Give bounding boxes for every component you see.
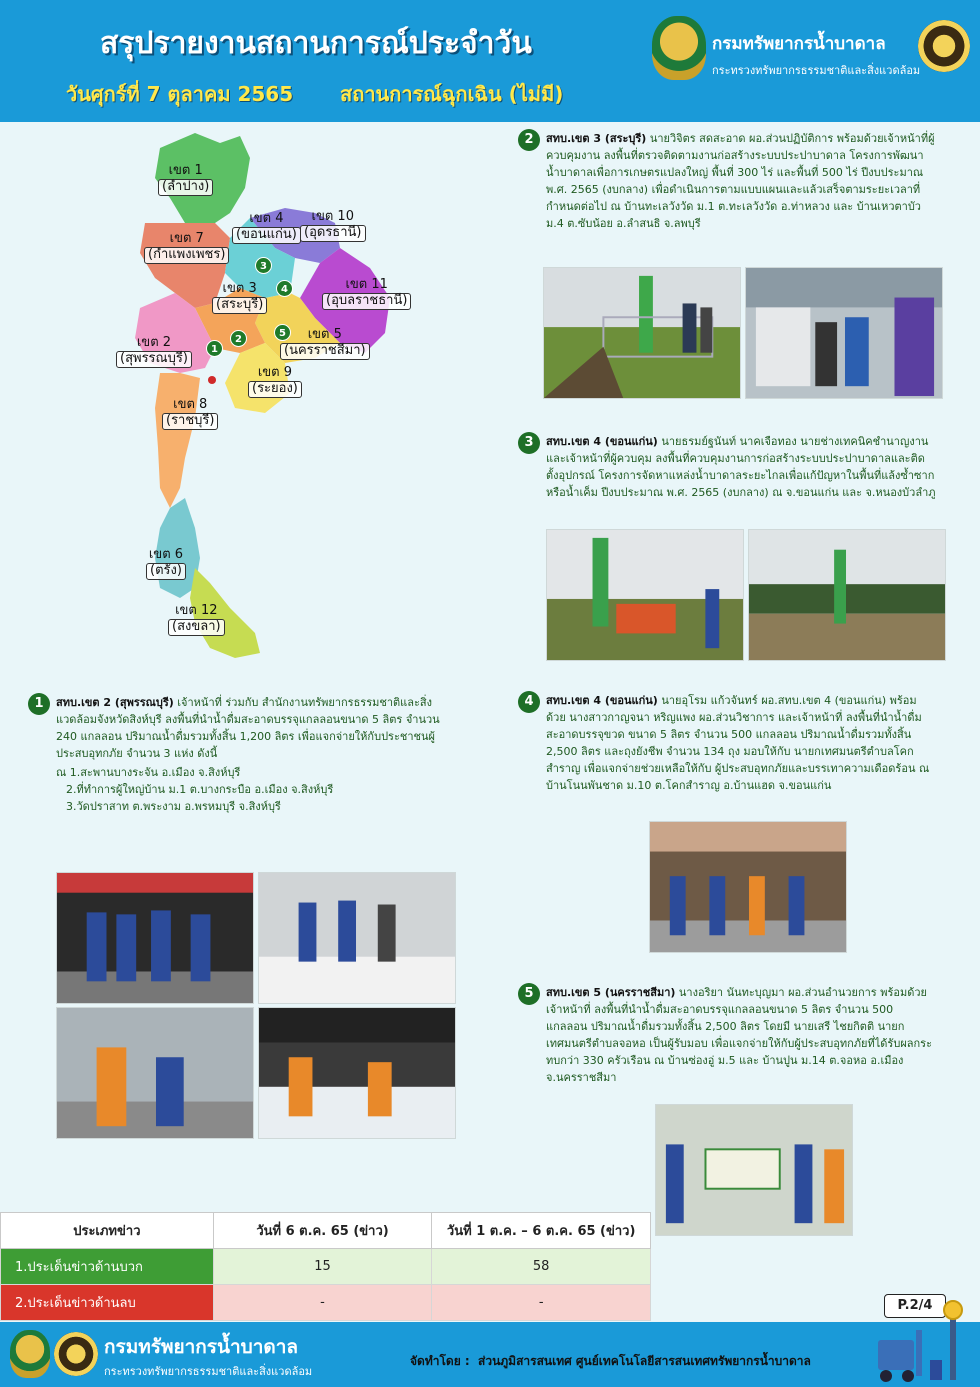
table-header: ประเภทข่าว [1, 1213, 214, 1249]
zone-label-1: เขต 1 (ลำปาง) [158, 164, 213, 196]
footer-banner [0, 1322, 980, 1387]
water-tower-illustration-icon [850, 1300, 978, 1387]
list-item: 2.ที่ทำการผู้ใหญ่บ้าน ม.1 ต.บางกระบือ อ.เมือง จ.สิงห์บุรี [66, 783, 334, 796]
news-text: เจ้าหน้าที่ ร่วมกับ สำนักงานทรัพยากรธรรมชาติและสิ่งแวดล้อมจังหวัดสิงห์บุรี ลงพื้นที่นำน้ำดื่มสะอาดบรรจุแกลลอนขนาด 5 ลิตร จำนวน 240 แกลลอน ปริมาณน้ำดื่มรวมทั้งสิ้น 1,200 ลิตร เพื่อแจกจ่ายให้กับประชาชนผู้ประสบอุทกภัย จำนวน 3 แห่ง ดังนี้ [56, 696, 440, 760]
map-pin-5: 5 [274, 324, 291, 341]
map-pin-1: 1 [206, 340, 223, 357]
news-item-5 [546, 984, 936, 1086]
table-header: วันที่ 6 ต.ค. 65 (ข่าว) [213, 1213, 432, 1249]
zone-label-9: เขต 9 (ระยอง) [248, 366, 302, 398]
news-item-1 [56, 694, 451, 815]
news-agency: สทบ.เขต 4 (ขอนแก่น) [546, 694, 658, 707]
table-cell-label: 1.ประเด็นข่าวด้านบวก [1, 1249, 214, 1285]
department-emblem-icon [652, 16, 706, 80]
emergency-status: สถานการณ์ฉุกเฉิน (ไม่มี) [340, 82, 564, 106]
photo-news-3a [546, 529, 744, 661]
footer-credit: ส่วนภูมิสารสนเทศ ศูนย์เทคโนโลยีสารสนเทศทรัพยากรน้ำบาดาล [478, 1354, 811, 1368]
table-cell-label: 2.ประเด็นข่าวด้านลบ [1, 1285, 214, 1321]
zone-label-7: เขต 7 (กำแพงเพชร) [144, 232, 229, 264]
news-text: นางอริยา นันทะบุญมา ผอ.ส่วนอำนวยการ พร้อมด้วยเจ้าหน้าที่ ลงพื้นที่นำน้ำดื่มสะอาดบรรจุแกลลอนขนาด 5 ลิตร จำนวน 500 แกลลอน ปริมาณน้ำดื่มรวมทั้งสิ้น 2,500 ลิตร โดยมี นายเสรี ไชยกิตติ นายกเทศมนตรีตำบลจอหอ เป็นผู้รับมอบ เพื่อแจกจ่ายให้กับผู้ประสบอุทกภัยที่ได้รับผลกระทบกว่า 330 ครัวเรือน ณ บ้านซ่องอู่ ม.5 และ บ้านปูน ม.14 ต.จอหอ อ.เมือง จ.นครราชสีมา [546, 986, 932, 1084]
news-summary-table [0, 1212, 651, 1321]
zone-label-3: เขต 3 (สระบุรี) [212, 282, 267, 314]
news-agency: สทบ.เขต 2 (สุพรรณบุรี) [56, 696, 174, 709]
zone-label-2: เขต 2 (สุพรรณบุรี) [116, 336, 192, 368]
map-shape [100, 128, 410, 668]
department-emblem-icon [10, 1330, 50, 1378]
zone-label-10: เขต 10 (อุดรธานี) [300, 210, 366, 242]
table-cell: - [213, 1285, 432, 1321]
table-cell: 58 [432, 1249, 651, 1285]
table-cell: - [432, 1285, 651, 1321]
org-block [712, 30, 920, 79]
map-pin-4: 4 [276, 280, 293, 297]
photo-news-2a [543, 267, 741, 399]
zone-label-6: เขต 6 (ตรัง) [146, 548, 186, 580]
news-item-4 [546, 692, 936, 794]
org-ministry: กระทรวงทรัพยากรธรรมชาติและสิ่งแวดล้อม [712, 64, 921, 77]
photo-news-1a [56, 872, 254, 1004]
photo-news-1d [258, 1007, 456, 1139]
news-text: นายวิจิตร สดสะอาด ผอ.ส่วนปฏิบัติการ พร้อมด้วยเจ้าหน้าที่ผู้ควบคุมงาน ลงพื้นที่ตรวจติดตามงานก่อสร้างระบบประปาบาดาล โครงการพัฒนาน้ำบาดาลเพื่อการเกษตรแปลงใหญ่ พื้นที่ 300 ไร่ และพื้นที่ 500 ไร่ ปีงบประมาณ พ.ศ. 2565 (งบกลาง) เพื่อดำเนินการตามแบบแผนและแล้วเสร็จตามระยะเวลาที่กำหนดต่อไป ณ บ้านทะเลวังวัด ม.1 ต.ทะเลวังวัด อ.ท่าหลวง และ บ้านเหวตาบัว ม.4 ต.ซับน้อย อ.ลำสนธิ จ.ลพบุรี [546, 132, 935, 230]
table-header-row [1, 1213, 651, 1249]
news-text: นายอุโรม แก้วจันทร์ ผอ.สทบ.เขต 4 (ขอนแก่น) พร้อมด้วย นางสาวกาญจนา หริญแพง ผอ.ส่วนวิชาการ และเจ้าหน้าที่ ลงพื้นที่นำน้ำดื่มสะอาดบรรจุขวด ขนาด 5 ลิตร จำนวน 500 แกลลอน ปริมาณน้ำดื่มรวมทั้งสิ้น 2,500 ลิตร และถุงยังชีพ จำนวน 134 ถุง มอบให้กับ นายกเทศมนตรีตำบลโคกสำราญ เพื่อแจกจ่ายช่วยเหลือให้กับ ผู้ประสบอุทกภัยและบรรเทาความเดือดร้อน ณ บ้านโนนพันชาด ม.10 ต.โคกสำราญ อ.บ้านแฮด จ.ขอนแก่น [546, 694, 930, 792]
footer-org-ministry: กระทรวงทรัพยากรธรรมชาติและสิ่งแวดล้อม [104, 1365, 313, 1378]
table-row-positive [1, 1249, 651, 1285]
map-pin-2: 2 [230, 330, 247, 347]
list-item: ณ 1.สะพานบางระจัน อ.เมือง จ.สิงห์บุรี [56, 766, 241, 779]
page-number: P.2/4 [884, 1294, 946, 1318]
royal-emblem-icon [918, 20, 970, 72]
news-item-3 [546, 433, 936, 501]
page-title: สรุปรายงานสถานการณ์ประจำวัน [100, 26, 532, 61]
header-banner [0, 0, 980, 122]
table-row-negative [1, 1285, 651, 1321]
table-cell: 15 [213, 1249, 432, 1285]
thailand-region-map [100, 128, 410, 668]
list-item: 3.วัดปราสาท ต.พระงาม อ.พรหมบุรี จ.สิงห์บุรี [66, 800, 281, 813]
news-number-2: 2 [518, 129, 540, 151]
zone-8-area [155, 373, 200, 508]
news-number-3: 3 [518, 432, 540, 454]
news-number-4: 4 [518, 691, 540, 713]
photo-news-5 [655, 1104, 853, 1236]
org-name: กรมทรัพยากรน้ำบาดาล [712, 34, 886, 54]
table-header: วันที่ 1 ต.ค. – 6 ต.ค. 65 (ข่าว) [432, 1213, 651, 1249]
report-date: วันศุกร์ที่ 7 ตุลาคม 2565 [66, 82, 294, 106]
zone-label-8: เขต 8 (ราชบุรี) [162, 398, 218, 430]
photo-news-4 [649, 821, 847, 953]
news-number-5: 5 [518, 983, 540, 1005]
photo-news-1b [258, 872, 456, 1004]
news-item-2 [546, 130, 936, 232]
map-pin-3: 3 [255, 257, 272, 274]
news-location-list [56, 764, 451, 815]
photo-news-2b [745, 267, 943, 399]
photo-news-3b [748, 529, 946, 661]
zone-label-12: เขต 12 (สงขลา) [168, 604, 225, 636]
news-text: นายธรมย์ฐนันท์ นาคเจือทอง นายช่างเทคนิคชำนาญงาน และเจ้าหน้าที่ผู้ควบคุม ลงพื้นที่ควบคุมงานการก่อสร้างระบบประปาบาดาลและติดตั้งอุปกรณ์ โครงการจัดหาแหล่งน้ำบาดาลระยะไกลเพื่อแก้ปัญหาในพื้นที่แล้งซ้ำซากหรือน้ำเค็ม ปีงบประมาณ พ.ศ. 2565 (งบกลาง) ณ จ.ขอนแก่น และ จ.หนองบัวลำภู [546, 435, 936, 499]
news-number-1: 1 [28, 693, 50, 715]
zone-label-11: เขต 11 (อุบลราชธานี) [322, 278, 411, 310]
zone-label-5: เขต 5 (นครราชสีมา) [280, 328, 370, 360]
footer-org-name: กรมทรัพยากรน้ำบาดาล [104, 1336, 299, 1358]
news-agency: สทบ.เขต 3 (สระบุรี) [546, 132, 647, 145]
footer-credit-label: จัดทำโดย : [410, 1354, 470, 1368]
photo-news-1c [56, 1007, 254, 1139]
news-agency: สทบ.เขต 4 (ขอนแก่น) [546, 435, 658, 448]
zone-label-4: เขต 4 (ขอนแก่น) [232, 212, 301, 244]
news-agency: สทบ.เขต 5 (นครราชสีมา) [546, 986, 676, 999]
royal-emblem-icon [54, 1332, 98, 1376]
